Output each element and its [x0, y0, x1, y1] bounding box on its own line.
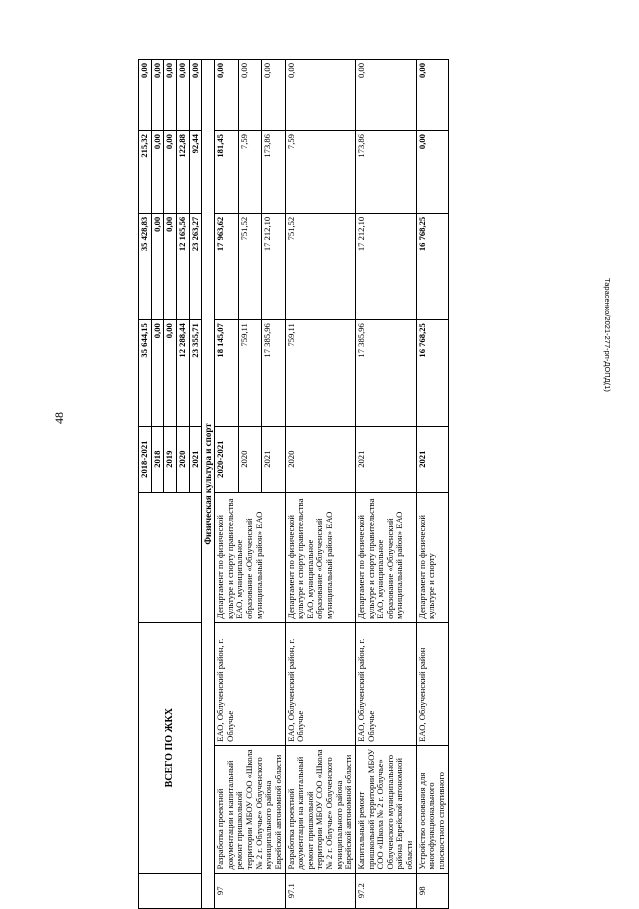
years-cell: 2020	[176, 426, 189, 492]
total-cell: 17 385,96	[262, 320, 285, 426]
total-cell: 35 644,15	[139, 320, 152, 426]
municipal-cell: 0,00	[139, 60, 152, 131]
years-cell: 2018	[151, 426, 164, 492]
regional-cell: 92,44	[189, 131, 202, 214]
municipal-cell: 0,00	[164, 60, 177, 131]
municipal-cell: 0,00	[176, 60, 189, 131]
years-cell: 2020-2021	[215, 426, 238, 492]
years-cell: 2018-2021	[139, 426, 152, 492]
federal-cell: 17 963,62	[215, 213, 238, 319]
object-name: Капитальный ремонт пришкольной территории МБОУ СОО «Школа № 2 г. Облучье» Облученского муниципального района Еврейской автономной области	[355, 745, 416, 873]
row-number: 97	[215, 873, 285, 908]
row-number: 97.2	[355, 873, 416, 908]
row-number: 98	[416, 873, 448, 908]
object-location: ЕАО, Облученский район, г. Облучье	[215, 622, 285, 745]
blank-cell	[139, 873, 202, 908]
total-cell: 759,11	[238, 320, 261, 426]
regional-cell: 7,59	[285, 131, 355, 214]
customer-name: Департамент по физической культуре и спорту	[416, 492, 448, 622]
federal-cell: 17 212,10	[355, 213, 416, 319]
customer-name: Департамент по физической культуре и спорту правительства ЕАО, муниципальное образование «Облученский муниципальный район» ЕАО	[285, 492, 355, 622]
years-cell: 2021	[262, 426, 285, 492]
municipal-cell: 0,00	[416, 60, 448, 131]
total-cell: 0,00	[164, 320, 177, 426]
federal-cell: 0,00	[164, 213, 177, 319]
regional-cell: 0,00	[151, 131, 164, 214]
total-cell: 16 768,25	[416, 320, 448, 426]
federal-cell: 16 768,25	[416, 213, 448, 319]
regional-cell: 215,32	[139, 131, 152, 214]
municipal-cell: 0,00	[189, 60, 202, 131]
customer-name: Департамент по физической культуре и спорту правительства ЕАО, муниципальное образование «Облученский муниципальный район» ЕАО	[355, 492, 416, 622]
years-cell: 2021	[416, 426, 448, 492]
total-row	[139, 60, 152, 909]
municipal-cell: 0,00	[215, 60, 238, 131]
regional-cell: 173,86	[355, 131, 416, 214]
years-cell: 2019	[164, 426, 177, 492]
object-location: ЕАО, Облученский район	[416, 622, 448, 745]
table-row	[215, 60, 238, 909]
total-cell: 18 145,07	[215, 320, 238, 426]
total-title: ВСЕГО ПО ЖКХ	[139, 622, 202, 873]
federal-cell: 23 263,27	[189, 213, 202, 319]
blank-cell	[139, 492, 202, 622]
years-cell: 2020	[285, 426, 355, 492]
total-cell: 0,00	[151, 320, 164, 426]
total-cell: 23 355,71	[189, 320, 202, 426]
object-name: Разработка проектной документации на капитальный ремонт пришкольной территории МБОУ СОО «Школа № 2 г. Облучье» Облученского муниципального района Еврейской автономной области	[285, 745, 355, 873]
years-cell: 2021	[189, 426, 202, 492]
years-cell: 2021	[355, 426, 416, 492]
total-cell: 17 385,96	[355, 320, 416, 426]
regional-cell: 181,45	[215, 131, 238, 214]
object-name: Устройство основания для многофункционального плоскостного спортивного	[416, 745, 448, 873]
municipal-cell: 0,00	[262, 60, 285, 131]
federal-cell: 751,52	[285, 213, 355, 319]
federal-cell: 751,52	[238, 213, 261, 319]
row-number: 97.1	[285, 873, 355, 908]
section-title: Физическая культура и спорт	[202, 60, 215, 909]
object-name: Разработка проектной документации и капитальный ремонт пришкольной территории МБОУ СОО «Школа № 2 г. Облучье» Облученского муниципального района Еврейской автономной области	[215, 745, 285, 873]
regional-cell: 122,88	[176, 131, 189, 214]
program-table	[138, 59, 449, 909]
municipal-cell: 0,00	[238, 60, 261, 131]
object-location: ЕАО, Облученский район, г. Облучье	[285, 622, 355, 745]
total-cell: 759,11	[285, 320, 355, 426]
object-location: ЕАО, Облученский район, г. Облучье	[355, 622, 416, 745]
total-cell: 12 288,44	[176, 320, 189, 426]
municipal-cell: 0,00	[285, 60, 355, 131]
years-cell: 2020	[238, 426, 261, 492]
federal-cell: 17 212,10	[262, 213, 285, 319]
table-row	[416, 60, 448, 909]
municipal-cell: 0,00	[355, 60, 416, 131]
regional-cell: 0,00	[164, 131, 177, 214]
federal-cell: 12 165,56	[176, 213, 189, 319]
page-number: 48	[52, 412, 66, 424]
customer-name: Департамент по физической культуре и спорту правительства ЕАО, муниципальное образование «Облученский муниципальный район» ЕАО	[215, 492, 285, 622]
document-footer: Тарасенко/2021-277-рп-ДОПД(1)	[603, 278, 612, 392]
municipal-cell: 0,00	[151, 60, 164, 131]
section-row	[202, 60, 215, 909]
table-row	[355, 60, 416, 909]
federal-cell: 35 428,83	[139, 213, 152, 319]
regional-cell: 0,00	[416, 131, 448, 214]
federal-cell: 0,00	[151, 213, 164, 319]
regional-cell: 7,59	[238, 131, 261, 214]
table-row	[285, 60, 355, 909]
regional-cell: 173,86	[262, 131, 285, 214]
